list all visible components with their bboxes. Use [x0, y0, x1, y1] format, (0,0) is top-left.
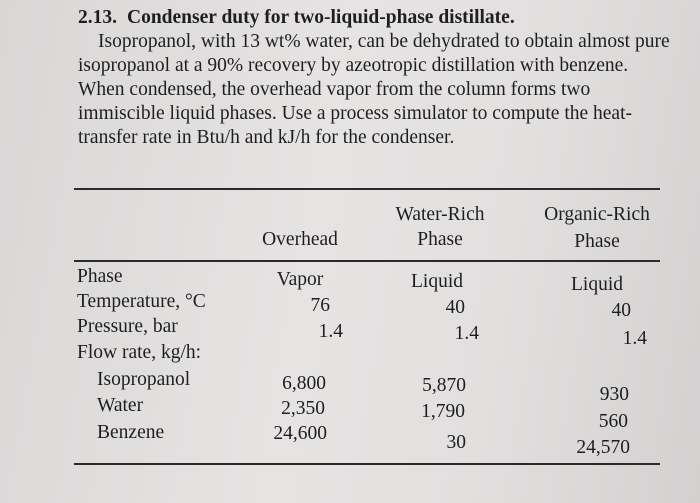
organic-rich-isopropanol: 930	[599, 384, 629, 405]
problem-heading	[78, 6, 678, 30]
organic-rich-water: 560	[598, 411, 628, 432]
table-top-rule	[74, 188, 660, 190]
table-header-rule	[74, 260, 660, 262]
overhead-phase: Vapor	[276, 269, 324, 290]
table-bottom-rule	[74, 463, 660, 465]
row-label-flow-rate: Flow rate, kg/h:	[77, 342, 202, 363]
water-rich-benzene: 30	[446, 432, 466, 453]
water-rich-phase: Liquid	[411, 271, 463, 292]
row-label-pressure: Pressure, bar	[77, 316, 178, 337]
header-organic-rich-line2: Phase	[574, 231, 620, 252]
problem-number: 2.13.	[78, 7, 117, 28]
row-label-isopropanol: Isopropanol	[97, 369, 191, 390]
overhead-isopropanol: 6,800	[282, 373, 326, 394]
overhead-water: 2,350	[281, 398, 325, 419]
header-water-rich-line2: Phase	[417, 229, 463, 250]
row-label-temperature: Temperature, °C	[77, 291, 206, 312]
water-rich-temperature: 40	[445, 297, 465, 318]
organic-rich-benzene: 24,570	[576, 437, 630, 458]
header-overhead: Overhead	[262, 229, 338, 250]
row-label-benzene: Benzene	[97, 422, 165, 443]
water-rich-water: 1,790	[421, 401, 465, 422]
overhead-temperature: 76	[310, 295, 330, 316]
problem-title: Condenser duty for two-liquid-phase distillate.	[127, 7, 515, 28]
problem-statement	[78, 6, 678, 150]
organic-rich-pressure: 1.4	[622, 328, 647, 349]
header-water-rich-line1: Water-Rich	[395, 204, 485, 225]
header-organic-rich-line1: Organic-Rich	[544, 204, 650, 225]
row-label-water: Water	[97, 395, 144, 416]
organic-rich-temperature: 40	[611, 300, 631, 321]
row-label-phase: Phase	[77, 266, 123, 287]
overhead-pressure: 1.4	[318, 321, 343, 342]
water-rich-isopropanol: 5,870	[422, 375, 466, 396]
organic-rich-phase: Liquid	[571, 274, 623, 295]
problem-body: Isopropanol, with 13 wt% water, can be dehydrated to obtain almost pure isopropanol at a 90% recovery by azeotropic distillation with benzene. When condensed, the overhead vapor from the column forms two immiscible liquid phases. Use a process simulator to compute the heat-transfer rate in Btu/h and kJ/h for the condenser.	[78, 31, 670, 148]
overhead-benzene: 24,600	[273, 423, 327, 444]
water-rich-pressure: 1.4	[454, 323, 479, 344]
